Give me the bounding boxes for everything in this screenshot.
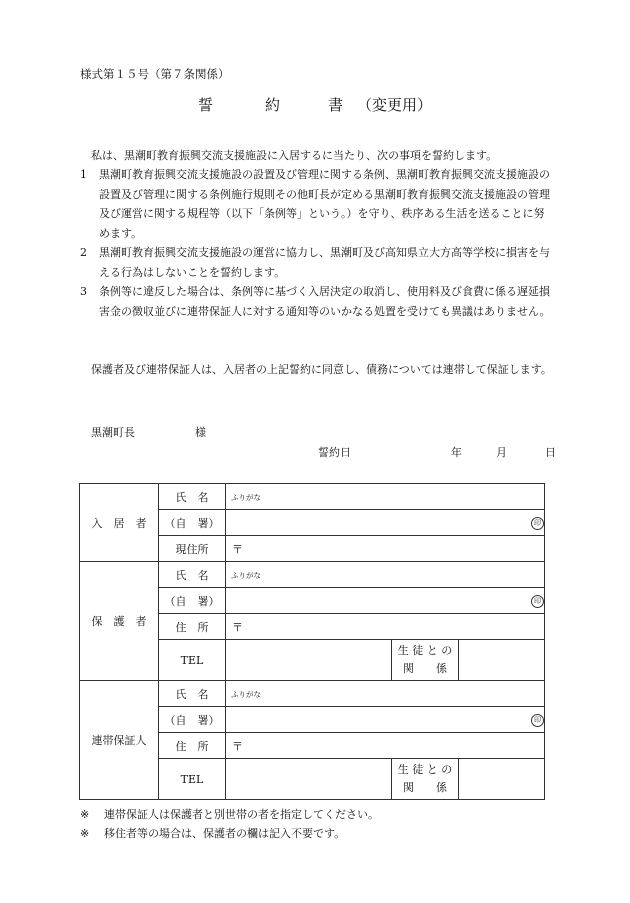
guardian-name-label: 氏 名: [159, 562, 226, 588]
addressee: [91, 424, 206, 440]
guarantor-sign-label: （自 署）: [159, 707, 226, 733]
date-month: 月: [496, 446, 507, 459]
postal-mark: 〒: [232, 542, 243, 556]
resident-furigana-field[interactable]: [226, 484, 545, 510]
postal-mark: 〒: [232, 620, 243, 634]
note-text: 移住者等の場合は、保護者の欄は記入不要です。: [104, 827, 346, 840]
intro-paragraph: 私は、黒潮町教育振興交流支援施設に入居するに当たり、次の事項を誓約します。: [91, 149, 498, 162]
form-number: 様式第１５号（第７条関係）: [80, 67, 230, 81]
seal-icon: 印: [531, 714, 544, 727]
guardian-tel-field[interactable]: [226, 640, 392, 681]
note-item: [80, 824, 379, 843]
note-mark: ※: [80, 827, 90, 840]
resident-address-field[interactable]: [226, 536, 545, 562]
guarantor-tel-field[interactable]: [226, 759, 392, 800]
note-item: [80, 805, 379, 824]
guardian-sign-label: （自 署）: [159, 588, 226, 614]
furigana-label: ふりがな: [231, 493, 261, 502]
relation-line-2: 関 係: [403, 662, 447, 675]
resident-name-field[interactable]: [226, 510, 545, 536]
resident-sign-label: （自 署）: [159, 510, 226, 536]
addressee-name: 黒潮町長: [91, 426, 135, 439]
pledge-list: [80, 165, 554, 321]
pledge-number: 2: [80, 246, 87, 259]
pledge-item: [80, 243, 554, 282]
pledge-item: [80, 282, 554, 321]
guarantor-label: 連帯保証人: [80, 681, 159, 800]
pledge-text: 黒潮町教育振興交流支援施設の運営に協力し、黒潮町及び高知県立大方高等学校に損害を与える行為はしないことを誓約します。: [99, 246, 550, 279]
guarantor-furigana-field[interactable]: [226, 681, 545, 707]
relation-line-1: 生 徒 と の: [397, 644, 453, 657]
guardian-label: 保 護 者: [80, 562, 159, 681]
guarantor-address-label: 住 所: [159, 733, 226, 759]
guardian-name-field[interactable]: [226, 588, 545, 614]
relation-line-2: 関 係: [403, 781, 447, 794]
guardian-address-field[interactable]: [226, 614, 545, 640]
date-year: 年: [451, 446, 462, 459]
guardian-relation-label: [392, 640, 459, 681]
guarantor-address-field[interactable]: [226, 733, 545, 759]
guarantor-relation-field[interactable]: [459, 759, 545, 800]
pledge-date: [318, 444, 556, 460]
pledge-item: [80, 165, 554, 243]
title-char-1: 誓: [197, 96, 213, 114]
date-label: 誓約日: [318, 446, 351, 459]
date-day: 日: [545, 446, 556, 459]
seal-icon: 印: [531, 595, 544, 608]
document-title: [0, 94, 630, 115]
resident-name-label: 氏 名: [159, 484, 226, 510]
guarantor-tel-label: TEL: [159, 759, 226, 800]
pledge-text: 黒潮町教育振興交流支援施設の設置及び管理に関する条例、黒潮町教育振興交流支援施設の設置及び管理に関する条例施行規則その他町長が定める黒潮町教育振興交流支援施設の管理及び運営に関する規程等（以下「条例等」という。）を守り、秩序ある生活を送ることに努めます。: [99, 168, 550, 240]
resident-address-label: 現住所: [159, 536, 226, 562]
note-mark: ※: [80, 808, 90, 821]
notes: [80, 805, 379, 843]
guarantor-relation-label: [392, 759, 459, 800]
guarantor-name-label: 氏 名: [159, 681, 226, 707]
guardian-furigana-field[interactable]: [226, 562, 545, 588]
furigana-label: ふりがな: [231, 571, 261, 580]
title-char-2: 約: [264, 96, 280, 114]
guarantor-statement: 保護者及び連帯保証人は、入居者の上記誓約に同意し、債務については連帯して保証します。: [91, 363, 552, 376]
addressee-honorific: 様: [195, 426, 206, 439]
postal-mark: 〒: [232, 739, 243, 753]
pledge-number: 3: [80, 285, 87, 298]
furigana-label: ふりがな: [231, 690, 261, 699]
relation-line-1: 生 徒 と の: [397, 763, 453, 776]
seal-icon: 印: [531, 517, 544, 530]
title-char-3: 書: [328, 96, 344, 114]
guardian-tel-label: TEL: [159, 640, 226, 681]
pledge-form-table: [79, 483, 545, 800]
pledge-text: 条例等に違反した場合は、条例等に基づく入居決定の取消し、使用料及び食費に係る遅延損害金の徴収並びに連帯保証人に対する通知等のいかなる処置を受けても異議はありません。: [99, 285, 551, 318]
pledge-number: 1: [80, 168, 87, 181]
note-text: 連帯保証人は保護者と別世帯の者を指定してください。: [104, 808, 379, 821]
title-suffix: （変更用）: [357, 96, 433, 114]
guarantor-name-field[interactable]: [226, 707, 545, 733]
guardian-address-label: 住 所: [159, 614, 226, 640]
guardian-relation-field[interactable]: [459, 640, 545, 681]
resident-label: 入 居 者: [80, 484, 159, 562]
